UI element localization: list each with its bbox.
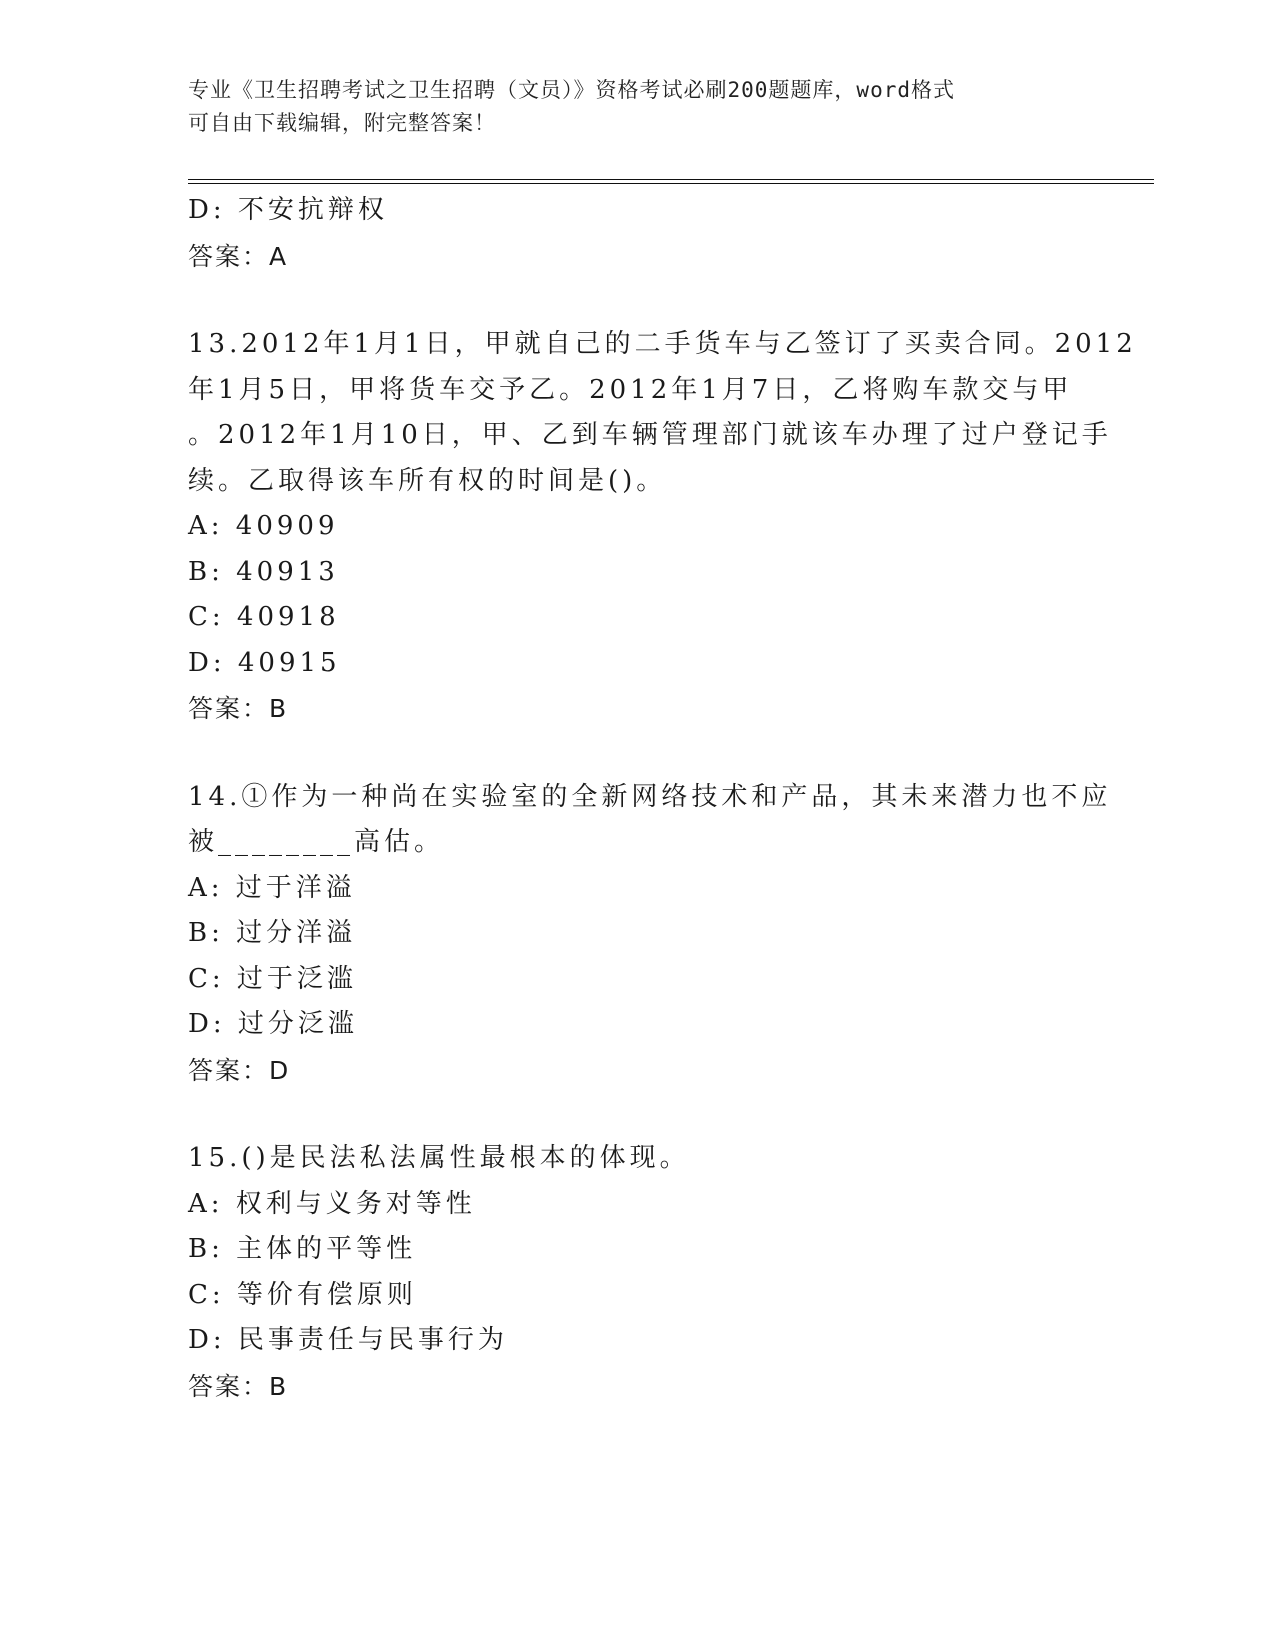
question-text-line: 14.①作为一种尚在实验室的全新网络技术和产品，其未来潜力也不应 <box>188 781 1112 812</box>
question-13 <box>188 322 1137 732</box>
answer-line: 答案：A <box>188 241 289 271</box>
header-divider <box>188 179 1154 184</box>
option-a: A: 权利与义务对等性 <box>188 1188 476 1219</box>
question-14 <box>188 775 1112 1094</box>
option-c: C: 40918 <box>188 602 340 632</box>
option-a: A: 40909 <box>188 511 339 541</box>
answer-line: 答案：B <box>188 694 289 723</box>
document-header <box>188 74 1068 140</box>
spacer <box>188 732 1088 775</box>
option-c: C: 过于泛滥 <box>188 963 357 994</box>
answer-line: 答案：D <box>188 1055 291 1085</box>
question-text-line: 。2012年1月10日，甲、乙到车辆管理部门就该车办理了过户登记手 <box>188 420 1112 450</box>
option-b: B: 主体的平等性 <box>188 1234 417 1264</box>
question-text-line: 被________高估。 <box>188 827 445 857</box>
question-text-line: 15.()是民法私法属性最根本的体现。 <box>188 1143 690 1173</box>
option-c: C: 等价有偿原则 <box>188 1279 417 1310</box>
header-title-line-2: 可自由下载编辑，附完整答案！ <box>188 111 496 135</box>
option-d: D: 不安抗辩权 <box>188 195 388 225</box>
option-d: D: 过分泛滥 <box>188 1009 358 1039</box>
answer-line: 答案：B <box>188 1371 289 1401</box>
document-body <box>188 188 1137 1409</box>
question-text-line: 13.2012年1月1日，甲就自己的二手货车与乙签订了买卖合同。2012 <box>188 329 1137 359</box>
option-b: B: 40913 <box>188 556 339 587</box>
spacer <box>188 1093 1088 1136</box>
option-b: B: 过分洋溢 <box>188 918 357 948</box>
option-a: A: 过于洋溢 <box>188 872 356 903</box>
option-d: D: 民事责任与民事行为 <box>188 1325 508 1355</box>
question-text-line: 年1月5日，甲将货车交予乙。2012年1月7日，乙将购车款交与甲 <box>188 374 1073 405</box>
question-text-line: 续。乙取得该车所有权的时间是()。 <box>188 465 667 496</box>
option-d: D: 40915 <box>188 647 341 678</box>
header-title-line-1: 专业《卫生招聘考试之卫生招聘（文员）》资格考试必刷200题题库，word格式 <box>188 78 955 102</box>
spacer <box>188 279 1088 322</box>
question-15 <box>188 1136 1088 1409</box>
